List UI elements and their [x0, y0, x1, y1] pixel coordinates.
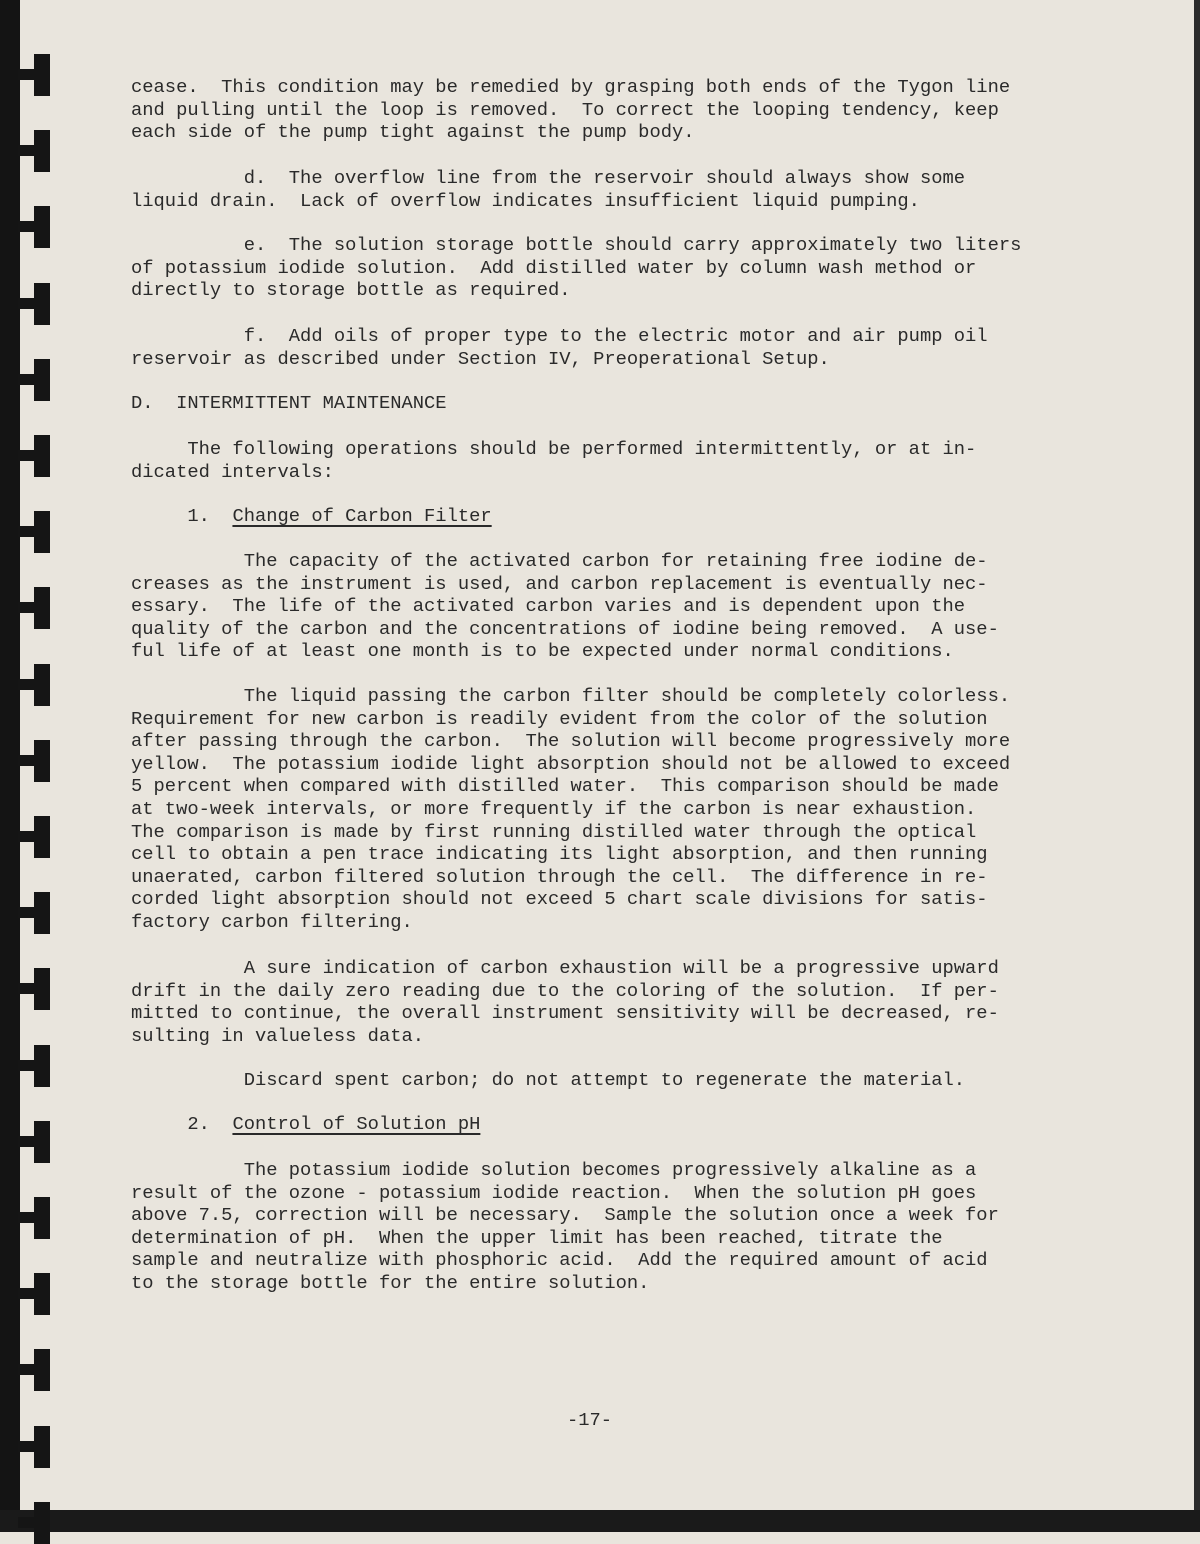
text-line: A sure indication of carbon exhaustion will be a progressive upward: [131, 957, 999, 979]
binding-ring: [18, 1197, 52, 1239]
text-line: result of the ozone - potassium iodide reaction. When the solution pH goes: [131, 1181, 977, 1204]
para-intro: [131, 438, 976, 483]
text-line: drift in the daily zero reading due to the coloring of the solution. If per-: [131, 979, 999, 1002]
binding-ring: [18, 54, 52, 96]
binding-ring: [18, 283, 52, 325]
text-line: D. INTERMITTENT MAINTENANCE: [131, 392, 447, 414]
para-capacity: [131, 550, 999, 663]
binding-ring: [18, 359, 52, 401]
binding-ring: [18, 1045, 52, 1087]
binding-ring: [18, 435, 52, 477]
item-f: [131, 325, 988, 370]
text-line: The comparison is made by first running distilled water through the optical: [131, 820, 977, 843]
para-exhaustion: [131, 957, 999, 1047]
heading-d: [131, 392, 447, 415]
text-line: Discard spent carbon; do not attempt to regenerate the material.: [131, 1069, 966, 1091]
binding-ring: [18, 816, 52, 858]
binding-ring: [18, 206, 52, 248]
text-line: of potassium iodide solution. Add distilled water by column wash method or: [131, 256, 977, 279]
heading-title: Change of Carbon Filter: [232, 505, 492, 527]
binding-ring: [18, 968, 52, 1010]
text-line: d. The overflow line from the reservoir should always show some: [131, 167, 966, 189]
para-tygon-loop: [131, 76, 1010, 144]
binding-ring: [18, 1121, 52, 1163]
text-line: creases as the instrument is used, and carbon replacement is eventually nec-: [131, 572, 988, 595]
binding-strip: [0, 0, 20, 1532]
para-discard: [131, 1069, 965, 1092]
text-line: determination of pH. When the upper limit has been reached, titrate the: [131, 1226, 943, 1249]
text-line: quality of the carbon and the concentrations of iodine being removed. A use-: [131, 617, 999, 640]
binding-ring: [18, 740, 52, 782]
text-line: The potassium iodide solution becomes progressively alkaline as a: [131, 1159, 977, 1181]
text-line: sulting in valueless data.: [131, 1024, 425, 1047]
text-line: factory carbon filtering.: [131, 910, 413, 933]
text-line: and pulling until the loop is removed. To correct the looping tendency, keep: [131, 98, 999, 121]
binding-ring: [18, 1426, 52, 1468]
text-line: Requirement for new carbon is readily evident from the color of the solution: [131, 707, 988, 730]
text-line: mitted to continue, the overall instrument sensitivity will be decreased, re-: [131, 1002, 999, 1025]
binding-ring: [18, 130, 52, 172]
text-line: cease. This condition may be remedied by grasping both ends of the Tygon line: [131, 76, 1011, 98]
para-colorless: [131, 685, 1010, 934]
text-line: unaerated, carbon filtered solution through the cell. The difference in re-: [131, 865, 988, 888]
binding-ring: [18, 892, 52, 934]
text-line: liquid drain. Lack of overflow indicates insufficient liquid pumping.: [131, 189, 920, 212]
text-line: cell to obtain a pen trace indicating its light absorption, and then running: [131, 843, 988, 866]
heading-number: 2.: [131, 1113, 233, 1135]
heading-2: [131, 1113, 480, 1136]
text-line: ful life of at least one month is to be expected under normal conditions.: [131, 640, 954, 663]
heading-number: 1.: [131, 505, 233, 527]
heading-1: [131, 505, 492, 528]
text-line: after passing through the carbon. The solution will become progressively more: [131, 730, 1011, 753]
heading-title: Control of Solution pH: [232, 1113, 481, 1135]
item-d: [131, 167, 965, 212]
text-line: essary. The life of the activated carbon varies and is dependent upon the: [131, 595, 966, 618]
text-line: The following operations should be performed intermittently, or at in-: [131, 438, 977, 460]
text-line: reservoir as described under Section IV, Preoperational Setup.: [131, 347, 830, 370]
text-line: yellow. The potassium iodide light absorption should not be allowed to exceed: [131, 752, 1011, 775]
text-line: f. Add oils of proper type to the electric motor and air pump oil: [131, 325, 988, 347]
binding-ring: [18, 587, 52, 629]
section-heading: [131, 1113, 480, 1136]
binding-ring: [18, 1349, 52, 1391]
text-line: The liquid passing the carbon filter should be completely colorless.: [131, 685, 1011, 707]
page-edge-right: [1194, 0, 1200, 1532]
text-line: each side of the pump tight against the pump body.: [131, 121, 695, 144]
page-edge-bottom: [0, 1510, 1200, 1532]
text-line: to the storage bottle for the entire solution.: [131, 1271, 650, 1294]
binding-ring: [18, 1502, 52, 1544]
text-line: directly to storage bottle as required.: [131, 279, 571, 302]
section-heading: [131, 505, 492, 528]
text-line: at two-week intervals, or more frequently if the carbon is near exhaustion.: [131, 797, 977, 820]
text-line: 5 percent when compared with distilled water. This comparison should be made: [131, 775, 999, 798]
text-line: corded light absorption should not exceed 5 chart scale divisions for satis-: [131, 888, 988, 911]
text-line: e. The solution storage bottle should carry approximately two liters: [131, 234, 1022, 256]
binding-ring: [18, 1273, 52, 1315]
text-line: sample and neutralize with phosphoric acid. Add the required amount of acid: [131, 1249, 988, 1272]
para-ph: [131, 1159, 999, 1295]
binding-ring: [18, 664, 52, 706]
text-line: above 7.5, correction will be necessary. Sample the solution once a week for: [131, 1204, 999, 1227]
item-e: [131, 234, 1021, 302]
text-line: dicated intervals:: [131, 460, 334, 483]
binding-ring: [18, 511, 52, 553]
page-number: -17-: [567, 1409, 613, 1431]
text-line: The capacity of the activated carbon for retaining free iodine de-: [131, 550, 988, 572]
